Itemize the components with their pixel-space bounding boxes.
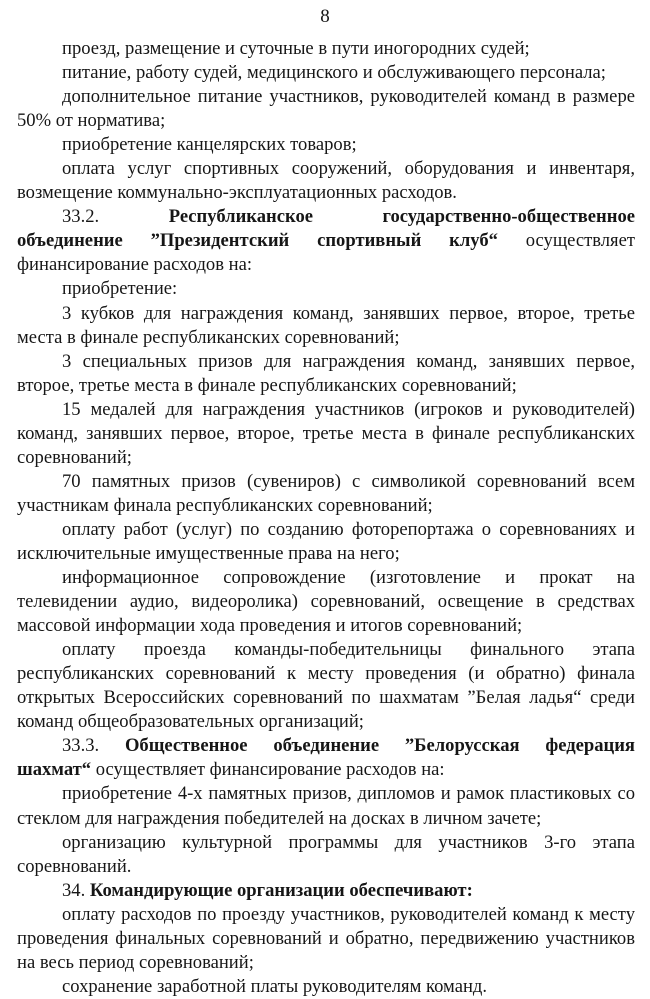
paragraph: проезд, размещение и суточные в пути иногородних судей; <box>62 38 530 59</box>
paragraph: оплату расходов по проезду участников, руководителей команд к месту проведения финальных соревнований и обратно, передвижению участников на весь период соревнований; <box>17 903 635 973</box>
paragraph: информационное сопровождение (изготовление и прокат на телевидении аудио, видеоролика) соревнований, освещение в средствах массовой информации хода проведения и итогов соревнований; <box>17 567 635 637</box>
organization-name-line2: шахмат“ <box>17 759 92 781</box>
paragraph: оплату проезда команды-победительницы финального этапа республиканских соревнований к месту проведения (и обратно) финала открытых Всероссийских соревнований по шахматам ”Белая ладья“ среди команд общеобразовательных организаций; <box>17 639 635 733</box>
clause-33-3 <box>17 734 635 782</box>
paragraph: приобретение: <box>62 278 178 300</box>
paragraph: организацию культурной программы для участников 3-го этапа соревнований. <box>17 831 635 877</box>
clause-text: осуществляет финансирование расходов на: <box>91 759 445 781</box>
clause-number: 33.2. <box>62 206 100 228</box>
organization-name-line1: Общественное объединение ”Белорусская федерация <box>124 735 635 757</box>
paragraph: 70 памятных призов (сувениров) с символикой соревнований всем участникам финала республиканских соревнований; <box>17 470 635 516</box>
paragraph: 3 кубков для награждения команд, занявших первое, второе, третье места в финале республиканских соревнований; <box>17 302 635 348</box>
paragraph: 15 медалей для награждения участников (игроков и руководителей) команд, занявших первое, второе, третье места в финале республиканских соревнований; <box>17 398 635 468</box>
page-number: 8 <box>320 6 330 27</box>
clause-heading: Командирующие организации обеспечивают: <box>89 879 473 901</box>
clause-number: 33.3. <box>62 735 100 757</box>
paragraph: оплата услуг спортивных сооружений, оборудования и инвентаря, возмещение коммунально-эксплуатационных расходов. <box>17 158 635 204</box>
paragraph: дополнительное питание участников, руководителей команд в размере 50% от норматива; <box>17 86 635 132</box>
clause-33-2 <box>17 205 635 277</box>
paragraph: питание, работу судей, медицинского и обслуживающего персонала; <box>62 62 606 84</box>
clause-33-3-lead <box>17 734 635 758</box>
organization-name-line1: Республиканское государственно-общественное <box>168 206 635 228</box>
document-body <box>17 37 635 999</box>
paragraph: приобретение 4-х памятных призов, дипломов и рамок пластиковых со стеклом для награждения победителей на досках в личном зачете; <box>17 783 635 829</box>
organization-name-line2: объединение ”Президентский спортивный клуб“ <box>17 230 498 252</box>
paragraph: сохранение заработной платы руководителям команд. <box>62 975 488 997</box>
clause-34 <box>17 879 635 903</box>
paragraph: 3 специальных призов для награждения команд, занявших первое, второе, третье места в финале республиканских соревнований; <box>17 350 635 396</box>
clause-number: 34. <box>62 879 86 901</box>
clause-33-2-lead <box>17 205 635 229</box>
paragraph: приобретение канцелярских товаров; <box>62 134 357 156</box>
clause-text: осуществляет финансирование расходов на: <box>17 230 635 276</box>
paragraph: оплату работ (услуг) по созданию фоторепортажа о соревнованиях и исключительные имущественные права на него; <box>17 518 635 564</box>
